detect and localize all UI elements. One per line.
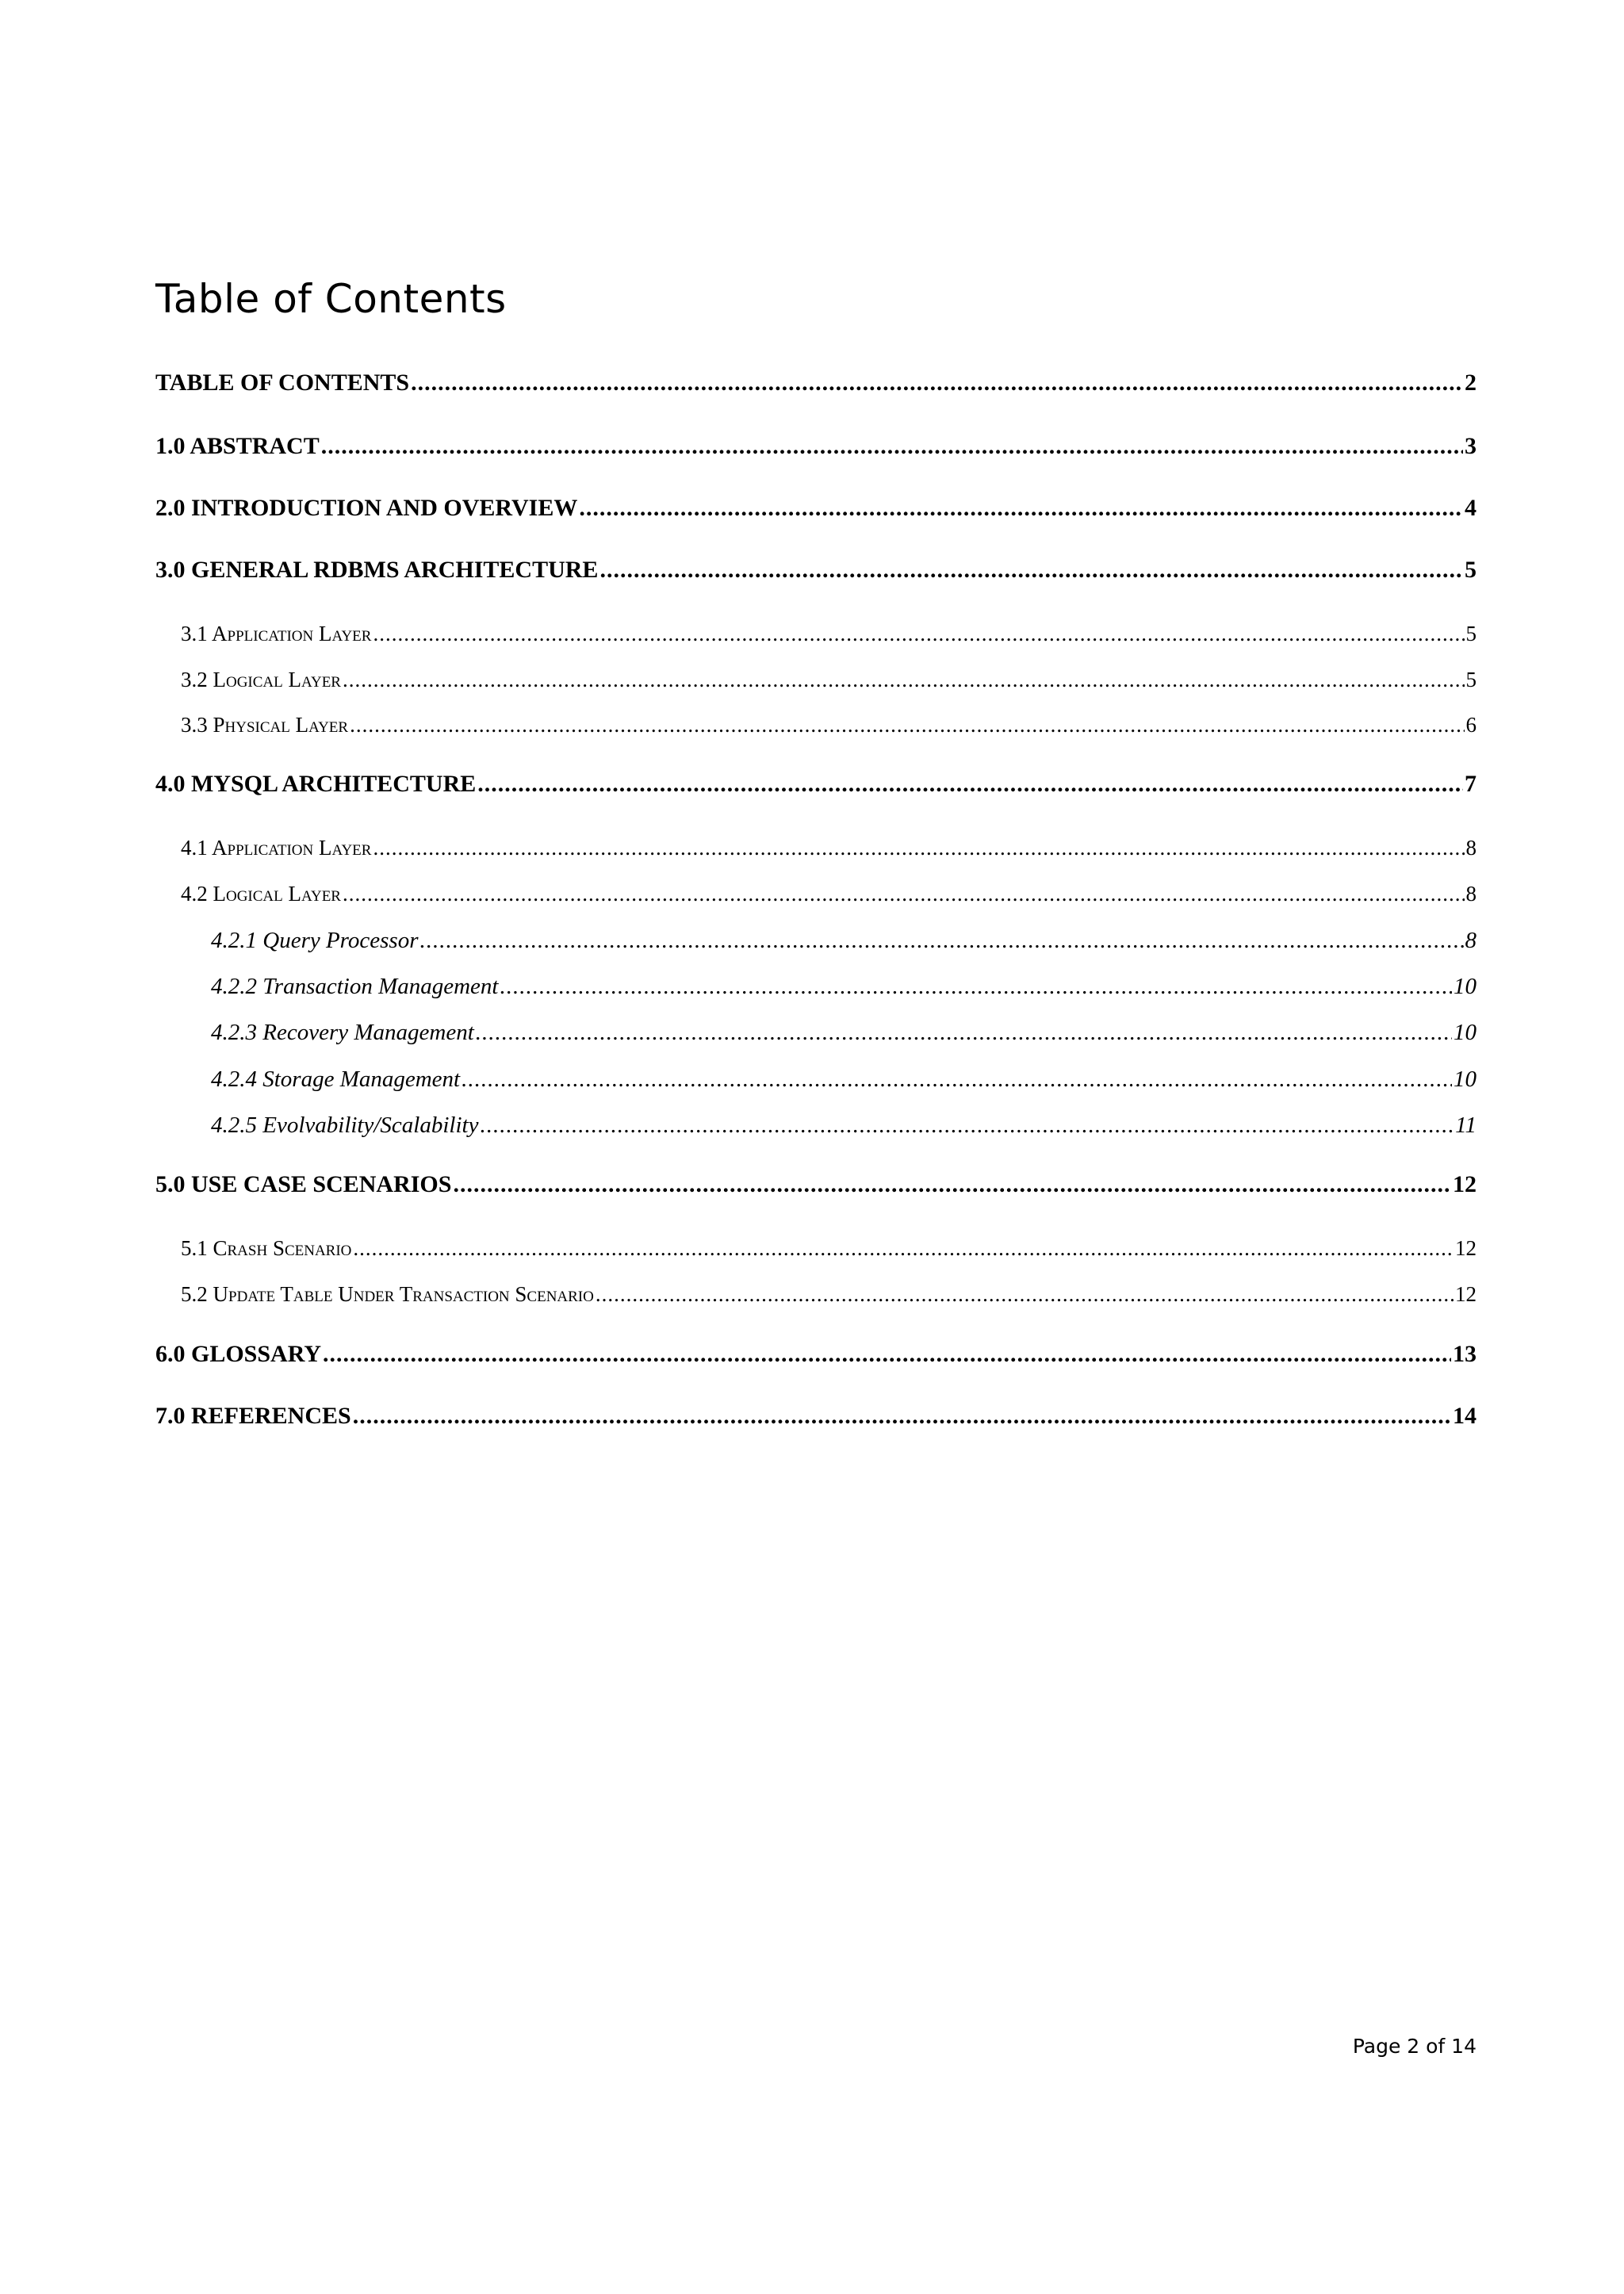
toc-entry-label: TABLE OF CONTENTS (155, 370, 410, 396)
toc-entry-label: 5.0 USE CASE SCENARIOS (155, 1171, 452, 1197)
toc-entry[interactable] (155, 557, 1477, 584)
toc-entry-label: 5.2 Update Table Under Transaction Scenario (181, 1282, 594, 1306)
toc-entry-page-number: 2 (1465, 370, 1477, 396)
toc-entry-page-number: 14 (1453, 1403, 1477, 1429)
toc-entry-page-number: 8 (1465, 836, 1477, 860)
toc-entry[interactable] (155, 1341, 1477, 1368)
toc-dot-leader (477, 771, 1463, 798)
toc-entry-page-number: 5 (1465, 622, 1477, 645)
toc-entry-label: 4.2 Logical Layer (181, 882, 341, 906)
toc-entry-label: 3.0 GENERAL RDBMS ARCHITECTURE (155, 557, 599, 583)
toc-entry-page-number: 8 (1465, 928, 1477, 953)
toc-dot-leader (480, 1113, 1454, 1139)
toc-entry-label: 5.1 Crash Scenario (181, 1236, 352, 1260)
toc-entry-label: 6.0 GLOSSARY (155, 1341, 321, 1367)
toc-entry[interactable] (181, 668, 1477, 692)
toc-dot-leader (462, 1067, 1452, 1093)
toc-entry-page-number: 4 (1465, 495, 1477, 521)
toc-entry[interactable] (155, 1403, 1477, 1430)
toc-entry-label: 4.2.4 Storage Management (211, 1067, 461, 1092)
toc-entry-label: 4.2.2 Transaction Management (211, 974, 499, 999)
toc-dot-leader (373, 622, 1464, 646)
toc-entry-label: 4.2.1 Query Processor (211, 928, 419, 953)
toc-dot-leader (343, 882, 1465, 906)
toc-dot-leader (500, 974, 1453, 1000)
toc-entry[interactable] (211, 974, 1477, 1000)
toc-dot-leader (420, 928, 1464, 954)
toc-entry-label: 4.1 Application Layer (181, 836, 372, 860)
toc-entry-page-number: 13 (1453, 1341, 1477, 1367)
toc-entry[interactable] (155, 1171, 1477, 1198)
toc-entry-label: 4.2.5 Evolvability/Scalability (211, 1113, 479, 1138)
toc-entry[interactable] (181, 1236, 1477, 1261)
toc-entry-label: 4.2.3 Recovery Management (211, 1020, 474, 1045)
toc-entry-page-number: 12 (1455, 1236, 1477, 1260)
toc-dot-leader (599, 557, 1463, 584)
toc-entry-page-number: 7 (1465, 771, 1477, 797)
toc-entry[interactable] (155, 771, 1477, 798)
toc-entry-page-number: 8 (1465, 882, 1477, 906)
toc-dot-leader (343, 668, 1465, 692)
toc-dot-leader (353, 1236, 1454, 1261)
toc-dot-leader (323, 1341, 1451, 1368)
toc-entry-page-number: 5 (1465, 668, 1477, 691)
toc-entry-page-number: 12 (1453, 1171, 1477, 1197)
toc-entry-page-number: 5 (1465, 557, 1477, 583)
toc-dot-leader (596, 1282, 1454, 1307)
toc-entry-page-number: 10 (1454, 1067, 1477, 1092)
toc-dot-leader (453, 1171, 1451, 1198)
toc-dot-leader (321, 433, 1463, 460)
toc-entry-label: 4.0 MYSQL ARCHITECTURE (155, 771, 477, 797)
toc-entry[interactable] (211, 1020, 1477, 1046)
toc-entry[interactable] (181, 713, 1477, 737)
toc-entry[interactable] (181, 1282, 1477, 1307)
page-number-footer: Page 2 of 14 (1352, 2035, 1477, 2058)
toc-entry[interactable] (181, 882, 1477, 906)
toc-entry[interactable] (155, 370, 1477, 396)
toc-entry-page-number: 3 (1465, 433, 1477, 459)
toc-entry[interactable] (181, 622, 1477, 646)
toc-entry-page-number: 10 (1454, 974, 1477, 999)
toc-entry-page-number: 10 (1454, 1020, 1477, 1045)
toc-entry-label: 3.1 Application Layer (181, 622, 372, 645)
toc-dot-leader (350, 713, 1464, 737)
toc-entry-page-number: 6 (1465, 713, 1477, 737)
toc-entry-page-number: 11 (1455, 1113, 1477, 1138)
toc-entry-label: 2.0 INTRODUCTION AND OVERVIEW (155, 495, 578, 521)
toc-entry[interactable] (155, 495, 1477, 522)
toc-entry-label: 1.0 ABSTRACT (155, 433, 320, 459)
toc-entry[interactable] (155, 433, 1477, 460)
page-title: Table of Contents (155, 276, 507, 322)
toc-dot-leader (353, 1403, 1451, 1430)
toc-entry-label: 7.0 REFERENCES (155, 1403, 351, 1429)
toc-entry-page-number: 12 (1455, 1282, 1477, 1306)
toc-dot-leader (476, 1020, 1452, 1046)
toc-entry-label: 3.3 Physical Layer (181, 713, 349, 737)
toc-entry[interactable] (181, 836, 1477, 860)
toc-dot-leader (579, 495, 1463, 522)
toc-entry[interactable] (211, 1113, 1477, 1139)
toc-dot-leader (373, 836, 1464, 860)
toc-entry[interactable] (211, 928, 1477, 954)
toc-entry[interactable] (211, 1067, 1477, 1093)
toc-entry-label: 3.2 Logical Layer (181, 668, 341, 691)
toc-dot-leader (411, 370, 1463, 396)
